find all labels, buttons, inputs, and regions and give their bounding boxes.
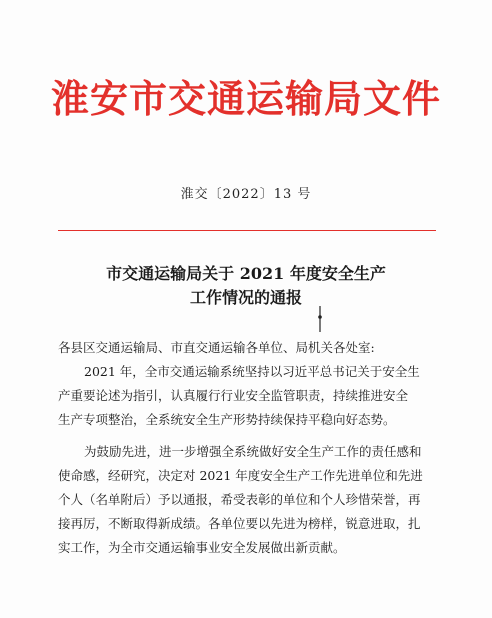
paragraph-1 xyxy=(58,360,440,432)
paragraph-2-line-4: 接再厉，不断取得新成绩。各单位要以先进为榜样，锐意进取，扎 xyxy=(58,516,421,531)
salutation: 各县区交通运输局、市直交通运输各单位、局机关各处室: xyxy=(58,340,375,355)
paragraph-1-line-3: 生产专项整治，全系统安全生产形势持续保持平稳向好态势。 xyxy=(58,412,396,427)
paragraph-1-line-2: 产重要论述为指引，认真履行行业安全监管职责，持续推进安全 xyxy=(58,388,409,403)
paragraph-2-line-2: 使命感，经研究，决定对 2021 年度安全生产工作先进单位和先进 xyxy=(58,468,423,483)
document-masthead: 淮安市交通运输局文件 xyxy=(50,76,441,121)
document-title-line-2: 工作情况的通报 xyxy=(189,288,302,307)
paragraph-2-line-5: 实工作，为全市交通运输事业安全发展做出新贡献。 xyxy=(58,540,346,555)
paragraph-2-line-1: 为鼓励先进，进一步增强全系统做好安全生产工作的责任感和 xyxy=(84,444,422,459)
document-title xyxy=(0,262,492,310)
ink-mark-icon xyxy=(318,306,322,332)
paragraph-1-line-1: 2021 年，全市交通运输系统坚持以习近平总书记关于安全生 xyxy=(84,364,420,379)
paragraph-2-line-3: 个人（名单附后）予以通报，希受表彰的单位和个人珍惜荣誉，再 xyxy=(58,492,421,507)
document-title-line-1: 市交通运输局关于 2021 年度安全生产 xyxy=(106,264,386,283)
red-divider-line xyxy=(58,230,436,231)
document-number: 淮交〔2022〕13 号 xyxy=(180,187,312,202)
paragraph-2 xyxy=(58,440,440,560)
